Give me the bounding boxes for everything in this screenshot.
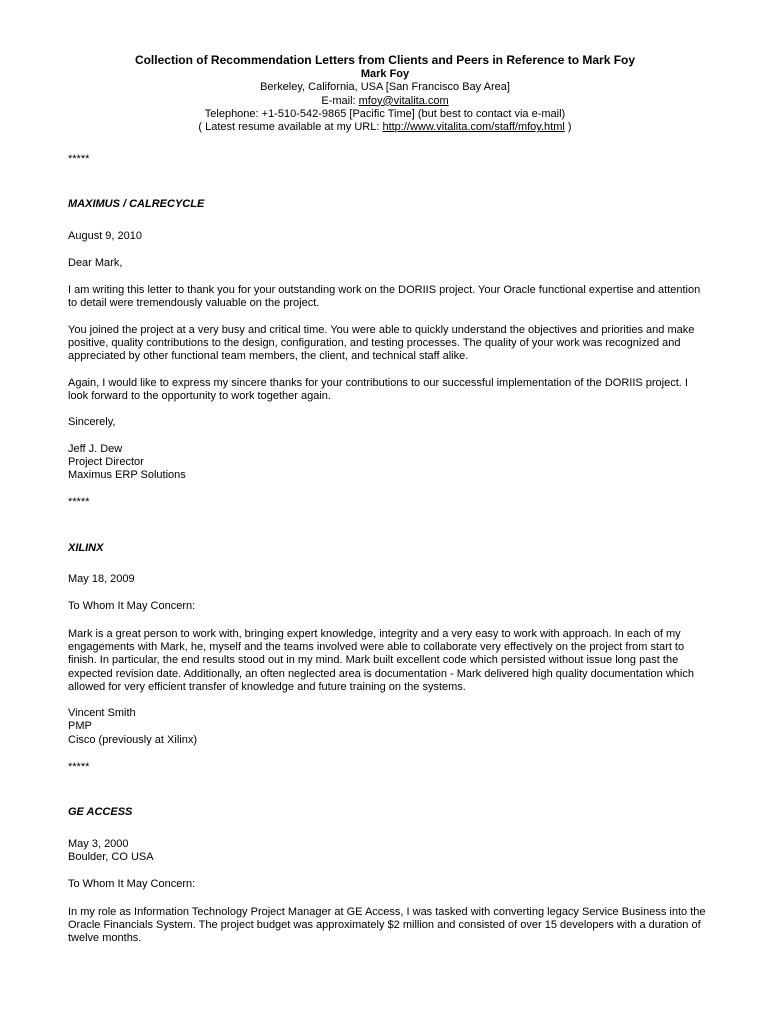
resume-prefix: ( Latest resume available at my URL: bbox=[198, 121, 383, 134]
letter-salutation: To Whom It May Concern: bbox=[68, 600, 196, 613]
letter-paragraph: In my role as Information Technology Project Manager at GE Access, I was tasked with converting legacy Service Business into the Oracle Financials System. The project budget was approximately $2 million and consisted of over 15 developers with a duration of twelve months. bbox=[68, 905, 706, 945]
document-title: Collection of Recommendation Letters from Clients and Peers in Reference to Mark Foy bbox=[134, 53, 636, 67]
author-location: Berkeley, California, USA [San Francisco Bay Area] bbox=[260, 81, 510, 94]
signature-name: Vincent Smith bbox=[68, 707, 136, 720]
document-header bbox=[0, 53, 770, 134]
letter-company-xilinx: XILINX bbox=[68, 541, 104, 554]
resume-suffix: ) bbox=[564, 121, 572, 134]
telephone-line: Telephone: +1-510-542-9865 [Pacific Time] (but best to contact via e-mail) bbox=[204, 107, 566, 120]
separator: ***** bbox=[68, 496, 90, 509]
letter-paragraph: I am writing this letter to thank you for your outstanding work on the DORIIS project. Your Oracle functional expertise and attention to detail were tremendously valuable on the project. bbox=[68, 284, 701, 310]
letter-paragraph: You joined the project at a very busy and critical time. You were able to quickly understand the objectives and priorities and make positive, quality contributions to the design, configuration, and testing processes. The quality of your work was recognized and appreciated by other functional team members, the client, and technical staff alike. bbox=[68, 323, 695, 363]
letter-company-ge-access: GE ACCESS bbox=[68, 806, 133, 819]
signature-title: PMP bbox=[68, 720, 92, 733]
signature-title: Project Director bbox=[68, 455, 144, 468]
letter-date: May 18, 2009 bbox=[68, 573, 135, 586]
document-body bbox=[68, 150, 708, 945]
letter-company-maximus: MAXIMUS / CALRECYCLE bbox=[68, 198, 205, 211]
letter-salutation: To Whom It May Concern: bbox=[68, 878, 196, 891]
email-line bbox=[0, 95, 770, 108]
email-link[interactable]: mfoy@vitalita.com bbox=[358, 94, 449, 107]
author-name: Mark Foy bbox=[360, 68, 410, 80]
separator: ***** bbox=[68, 153, 90, 165]
resume-line bbox=[0, 121, 770, 134]
letter-place: Boulder, CO USA bbox=[68, 850, 154, 863]
signature-company: Cisco (previously at Xilinx) bbox=[68, 733, 197, 746]
signature-name: Jeff J. Dew bbox=[68, 442, 123, 455]
email-label: E-mail: bbox=[321, 94, 359, 107]
letter-closing: Sincerely, bbox=[68, 416, 116, 429]
resume-url-link[interactable]: http://www.vitalita.com/staff/mfoy.html bbox=[382, 121, 565, 134]
letter-salutation: Dear Mark, bbox=[68, 256, 123, 269]
letter-paragraph: Again, I would like to express my sincere thanks for your contributions to our successful implementation of the DORIIS project. I look forward to the opportunity to work together again. bbox=[68, 376, 688, 402]
signature-company: Maximus ERP Solutions bbox=[68, 469, 186, 482]
separator: ***** bbox=[68, 761, 90, 774]
letter-date: August 9, 2010 bbox=[68, 229, 143, 242]
letter-date: May 3, 2000 bbox=[68, 837, 129, 850]
letter-paragraph: Mark is a great person to work with, bringing expert knowledge, integrity and a very easy to work with approach. In each of my engagements with Mark, he, myself and the teams involved were able to collaborate very effectively on the project from start to finish. In particular, the end results stood out in my mind. Mark built excellent code which persisted without issue long past the expected revision date. Additionally, an often neglected area is documentation - Mark delivered high quality documentation which allowed for very efficient transfer of knowledge and future training on the systems. bbox=[68, 627, 694, 693]
